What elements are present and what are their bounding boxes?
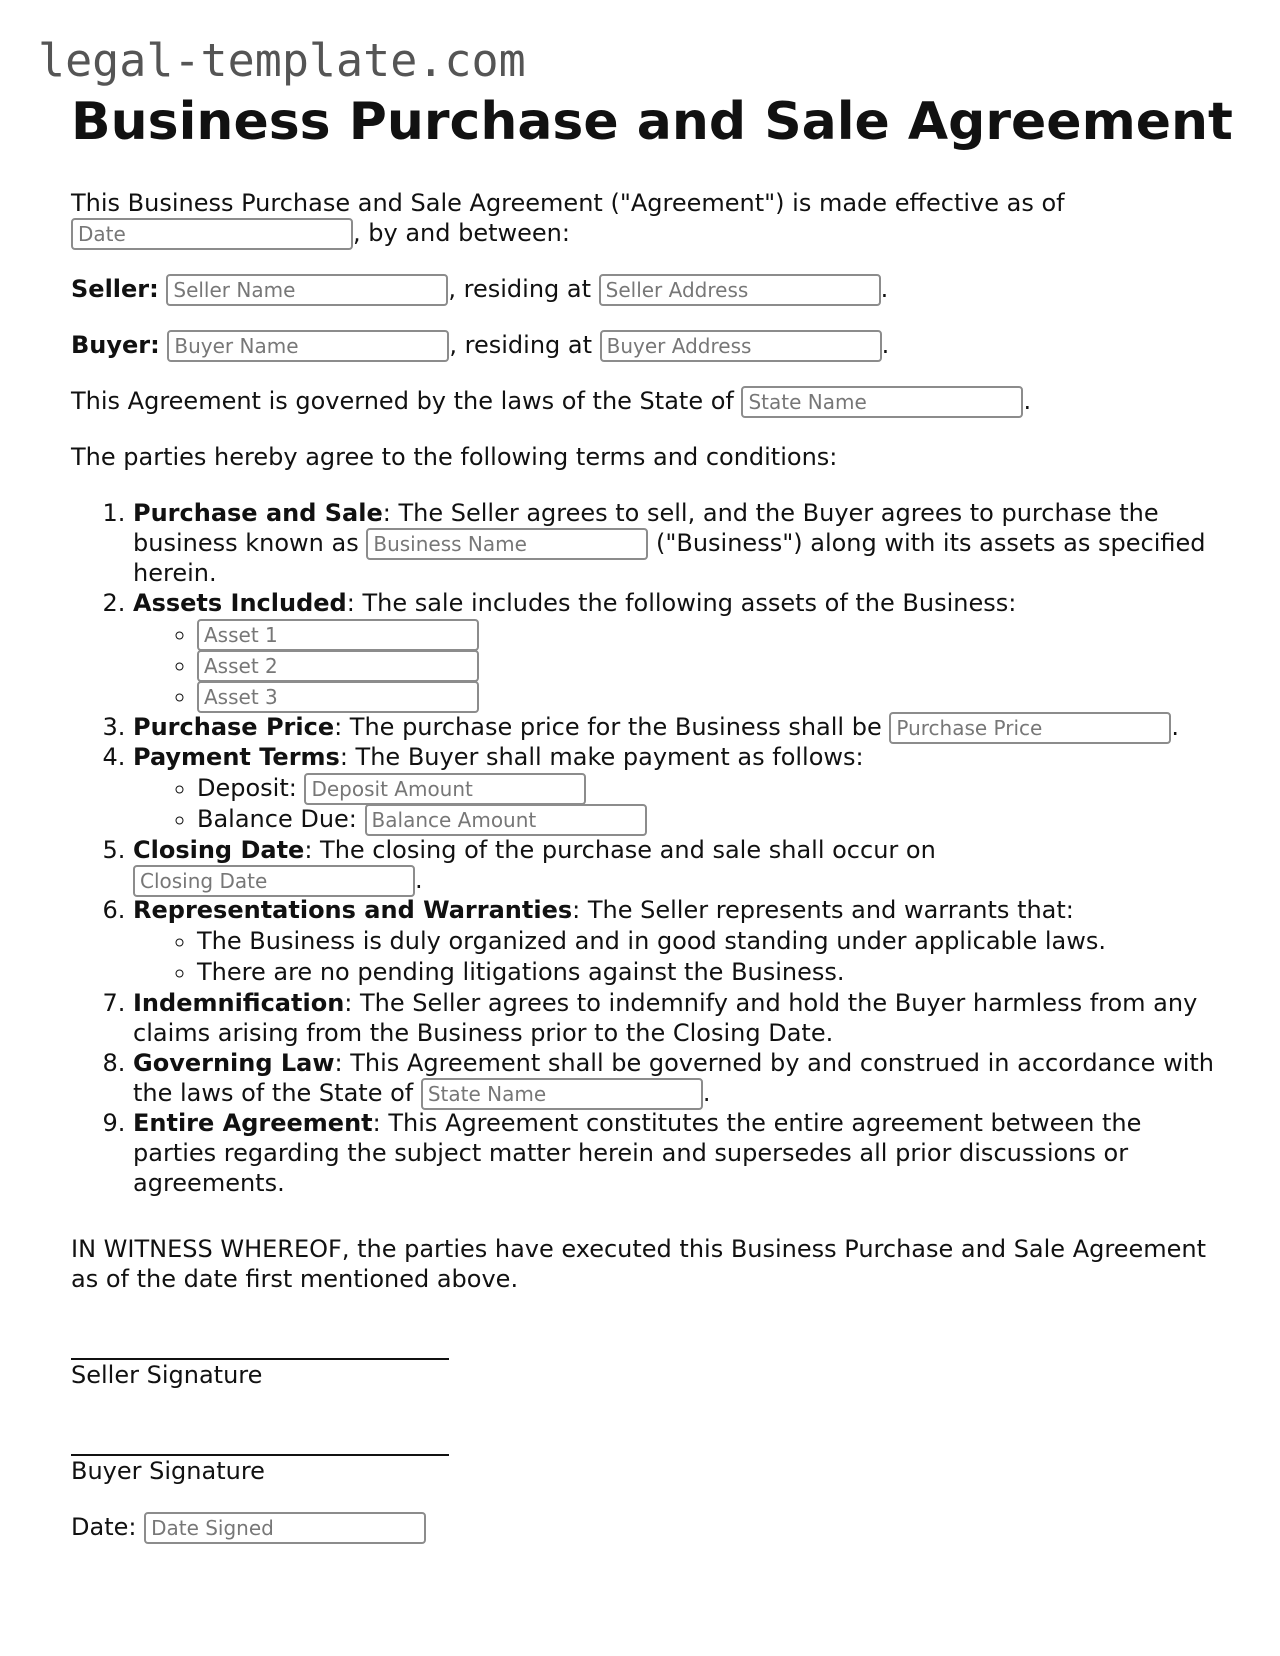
deposit-amount-field[interactable] [304, 773, 586, 805]
term-text-after: ("Business") along with its assets as specified herein. [133, 529, 1206, 587]
governed-end: . [1023, 387, 1032, 415]
asset-item [197, 650, 1221, 680]
buyer-name-field[interactable] [167, 330, 449, 362]
date-signed-line [71, 1512, 1221, 1542]
term-title: Entire Agreement [133, 1109, 373, 1137]
governing-law-state-field[interactable] [421, 1078, 703, 1110]
seller-label: Seller: [71, 275, 159, 303]
assets-list [133, 619, 1221, 711]
term-end: . [1171, 713, 1179, 741]
deposit-label: Deposit: [197, 774, 305, 802]
buyer-residing-text: , residing at [449, 331, 600, 359]
term-governing-law [133, 1048, 1221, 1108]
term-title: Representations and Warranties [133, 896, 573, 924]
term-text: : The Seller represents and warrants that: [572, 896, 1074, 924]
term-title: Purchase and Sale [133, 499, 383, 527]
term-title: Assets Included [133, 589, 347, 617]
warranties-list [133, 926, 1221, 987]
governed-text: This Agreement is governed by the laws of the State of [71, 387, 742, 415]
terms-list [71, 498, 1221, 1198]
term-assets-included [133, 588, 1221, 711]
term-purchase-price [133, 712, 1221, 742]
intro-paragraph [71, 188, 1221, 248]
term-text: : The Seller agrees to indemnify and hold the Buyer harmless from any claims arising from the Business prior to the Closing Date. [133, 989, 1198, 1047]
term-end: . [702, 1079, 711, 1107]
seller-signature-line[interactable] [71, 1328, 449, 1360]
term-text: : The sale includes the following assets of the Business: [346, 589, 1017, 617]
buyer-label: Buyer: [71, 331, 160, 359]
term-payment-terms [133, 742, 1221, 834]
intro-text: This Business Purchase and Sale Agreement ("Agreement") is made effective as of [71, 189, 1065, 217]
buyer-end: . [881, 331, 890, 359]
governed-line [71, 386, 1221, 416]
term-title: Closing Date [133, 836, 305, 864]
asset-2-field[interactable] [197, 650, 479, 682]
payment-list [133, 773, 1221, 834]
term-text: : This Agreement shall be governed by and construed in accordance with the laws of the State of [133, 1049, 1214, 1107]
agreement-document [71, 92, 1233, 1568]
term-purchase-and-sale [133, 498, 1221, 588]
balance-label: Balance Due: [197, 805, 365, 833]
term-text: : This Agreement constitutes the entire agreement between the parties regarding the subject matter herein and supersedes all prior discussions or agreements. [133, 1109, 1142, 1197]
warranty-item: ◦ There are no pending litigations against the Business. [197, 957, 1221, 987]
term-text: : The closing of the purchase and sale shall occur on [304, 836, 936, 864]
term-representations [133, 895, 1221, 987]
closing-date-field[interactable] [133, 865, 415, 897]
term-text: : The purchase price for the Business shall be [334, 713, 890, 741]
date-signed-field[interactable] [144, 1512, 426, 1544]
business-name-field[interactable] [366, 528, 648, 560]
asset-item [197, 619, 1221, 649]
page-title: Business Purchase and Sale Agreement [71, 92, 1233, 152]
term-title: Indemnification [133, 989, 345, 1017]
seller-residing-text: , residing at [448, 275, 599, 303]
term-indemnification [133, 988, 1221, 1048]
seller-end: . [880, 275, 889, 303]
deposit-item [197, 773, 1221, 803]
term-text: : The Seller agrees to sell, and the Buyer agrees to purchase the business known as [133, 499, 1159, 557]
balance-amount-field[interactable] [365, 804, 647, 836]
warranty-item: ◦ The Business is duly organized and in good standing under applicable laws. [197, 926, 1221, 956]
buyer-signature-label: Buyer Signature [71, 1457, 265, 1485]
buyer-signature-line[interactable] [71, 1424, 449, 1456]
purchase-price-field[interactable] [889, 712, 1171, 744]
term-title: Governing Law [133, 1049, 335, 1077]
asset-item [197, 681, 1221, 711]
term-title: Payment Terms [133, 743, 340, 771]
governing-state-field[interactable] [741, 386, 1023, 418]
balance-item [197, 804, 1221, 834]
term-title: Purchase Price [133, 713, 335, 741]
seller-name-field[interactable] [166, 274, 448, 306]
asset-1-field[interactable] [197, 619, 479, 651]
term-closing-date [133, 835, 1221, 895]
asset-3-field[interactable] [197, 681, 479, 713]
agree-line: The parties hereby agree to the following terms and conditions: [71, 443, 838, 471]
seller-line [71, 274, 1221, 304]
date-signed-label: Date: [71, 1513, 145, 1541]
term-text: : The Buyer shall make payment as follows: [339, 743, 864, 771]
term-end: . [415, 866, 423, 894]
effective-date-field[interactable] [71, 218, 353, 250]
seller-address-field[interactable] [599, 274, 881, 306]
witness-paragraph: IN WITNESS WHEREOF, the parties have executed this Business Purchase and Sale Agreement as of the date first mentioned above. [71, 1235, 1206, 1293]
site-watermark: legal-template.com [38, 34, 526, 87]
intro-text-after: , by and between: [353, 219, 570, 247]
buyer-line [71, 330, 1221, 360]
term-entire-agreement [133, 1108, 1221, 1198]
seller-signature-label: Seller Signature [71, 1361, 263, 1389]
buyer-address-field[interactable] [600, 330, 882, 362]
